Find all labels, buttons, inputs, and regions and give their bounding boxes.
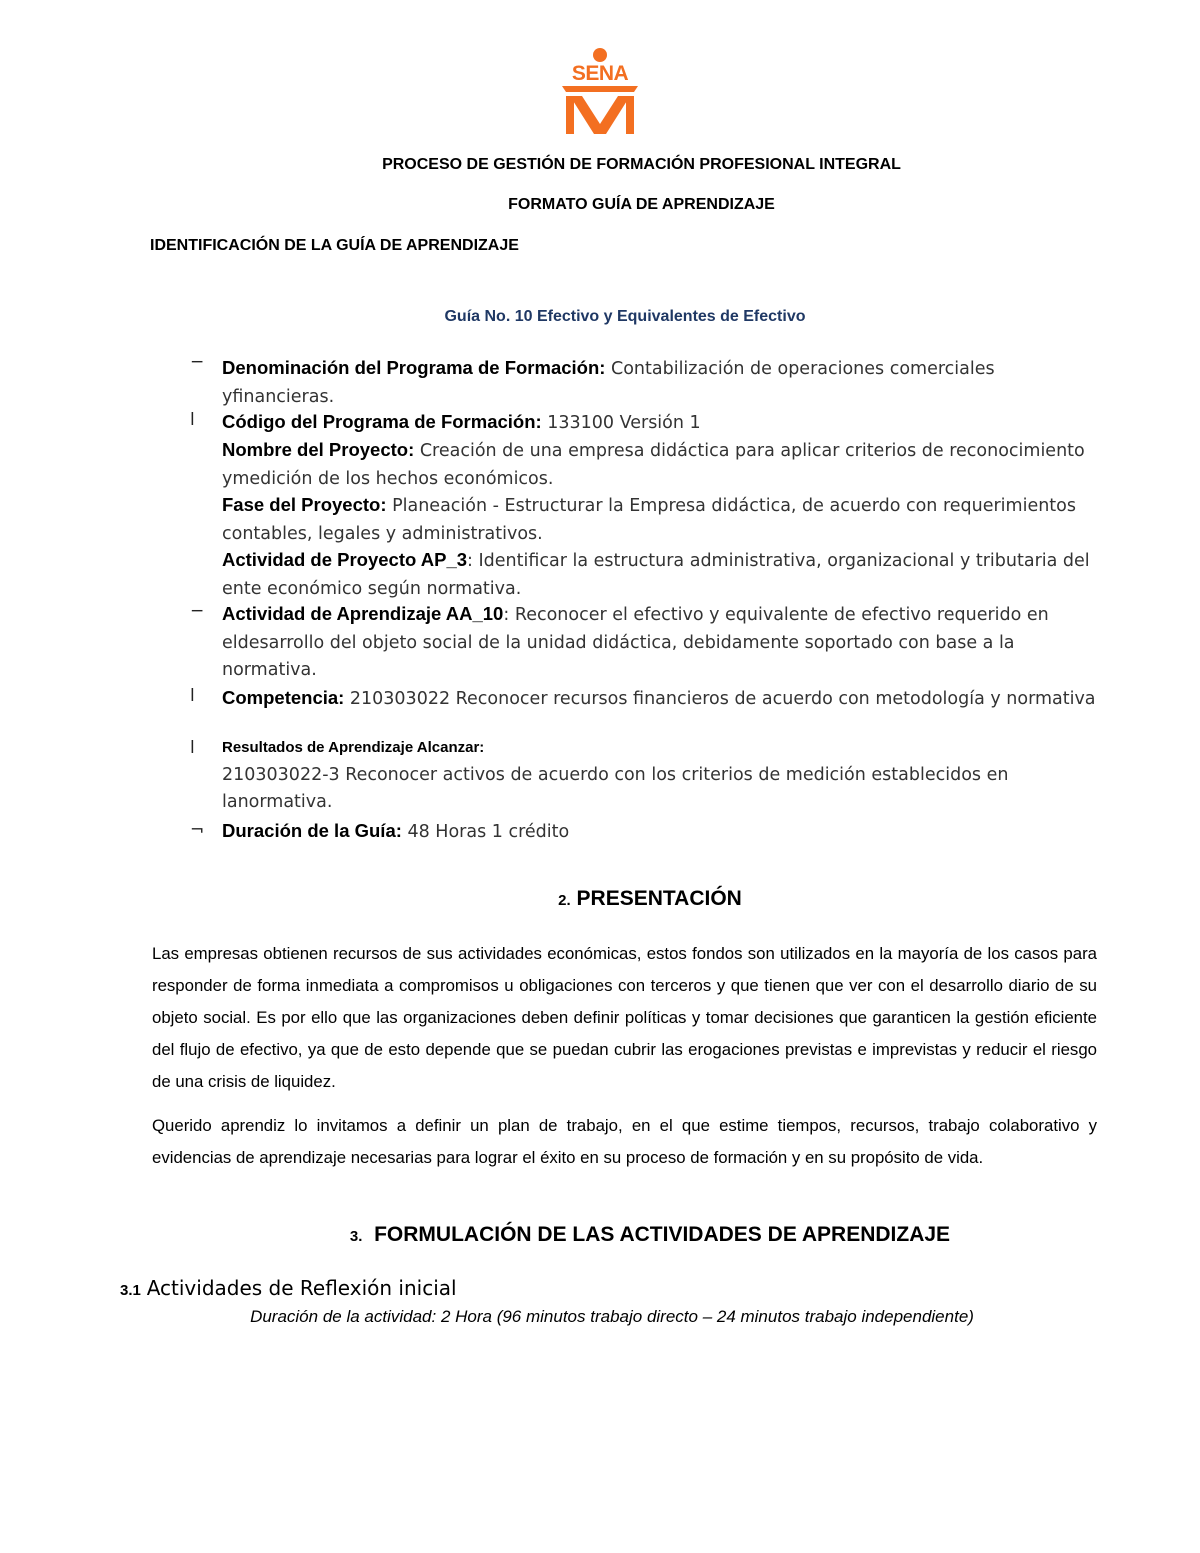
item-value: Creación de una empresa didáctica para aplicar criterios de reconocimiento ymedición de los hechos económicos. [222, 441, 1085, 489]
item-value: 210303022 Reconocer recursos financieros de acuerdo con metodología y normativa [344, 689, 1096, 709]
info-item-project-activity [222, 546, 1102, 603]
subsection-title: Actividades de Reflexión inicial [146, 1276, 457, 1300]
section-title: FORMULACIÓN DE LAS ACTIVIDADES DE APRENDIZAJE [374, 1223, 951, 1246]
bullet-marker: − [190, 601, 205, 621]
bullet-marker: l [190, 686, 195, 706]
formulation-heading [0, 1223, 1200, 1247]
info-item-project-phase [222, 491, 1102, 548]
info-item-project-name [222, 436, 1102, 493]
section-title: PRESENTACIÓN [576, 887, 742, 910]
item-label: Actividad de Proyecto AP_3 [222, 549, 468, 570]
guide-title: Guía No. 10 Efectivo y Equivalentes de Efectivo [444, 308, 806, 325]
process-title: PROCESO DE GESTIÓN DE FORMACIÓN PROFESIONAL INTEGRAL [382, 156, 901, 173]
item-label: Competencia: [222, 687, 345, 708]
presentation-paragraph: Las empresas obtienen recursos de sus actividades económicas, estos fondos son utilizados en la mayoría de los casos para responder de forma inmediata a compromisos u obligaciones con terceros y que tienen que ver con el desarrollo diario de su objeto social. Es por ello que las organizaciones deben definir políticas y tomar decisiones que garanticen la gestión eficiente del flujo de efectivo, ya que de esto depende que se puedan cubrir las erogaciones previstas e imprevistas y reducir el riesgo de una crisis de liquidez. [152, 944, 1097, 1091]
item-value: : Reconocer el efectivo y equivalente de efectivo requerido en eldesarrollo del objeto social de la unidad didáctica, debidamente soportado con base a la normativa. [222, 605, 1049, 680]
subsection-number: 3.1 [120, 1282, 141, 1299]
item-label: Actividad de Aprendizaje AA_10 [222, 603, 504, 624]
item-value: 48 Horas 1 crédito [401, 822, 570, 842]
item-label: Código del Programa de Formación: [222, 411, 542, 432]
format-title: FORMATO GUÍA DE APRENDIZAJE [508, 196, 775, 213]
presentation-heading [0, 887, 1200, 911]
activity-duration: Duración de la actividad: 2 Hora (96 minutos trabajo directo – 24 minutos trabajo independiente) [250, 1307, 974, 1326]
item-value: Contabilización de operaciones comerciales yfinancieras. [222, 359, 995, 407]
identification-heading: IDENTIFICACIÓN DE LA GUÍA DE APRENDIZAJE [150, 237, 519, 254]
bullet-marker: l [190, 738, 195, 758]
section-number: 3. [349, 1228, 363, 1245]
bullet-marker: − [190, 352, 205, 372]
info-item-learning-activity [222, 600, 1102, 685]
info-item-program-name [222, 354, 1102, 411]
item-label: Resultados de Aprendizaje Alcanzar: [222, 739, 485, 756]
item-value: 133100 Versión 1 [541, 413, 701, 433]
item-value: 210303022-3 Reconocer activos de acuerdo con los criterios de medición establecidos en lanormativa. [222, 764, 1009, 812]
item-label: Denominación del Programa de Formación: [222, 357, 606, 378]
info-item-guide-duration [222, 817, 1102, 847]
item-label: Fase del Proyecto: [222, 494, 387, 515]
section-number: 2. [558, 892, 571, 909]
bullet-marker: ¬ [190, 820, 205, 840]
item-value: Planeación - Estructurar la Empresa didáctica, de acuerdo con requerimientos contables, legales y administrativos. [222, 496, 1076, 544]
item-label: Duración de la Guía: [222, 820, 402, 841]
bullet-marker: l [190, 410, 195, 430]
info-item-learning-results [222, 734, 1102, 817]
item-label: Nombre del Proyecto: [222, 439, 415, 460]
presentation-paragraph: Querido aprendiz lo invitamos a definir un plan de trabajo, en el que estime tiempos, recursos, trabajo colaborativo y evidencias de aprendizaje necesarias para lograr el éxito en su proceso de formación y en su propósito de vida. [152, 1116, 1097, 1167]
info-item-competence [222, 684, 1102, 714]
info-item-program-code [222, 408, 1102, 438]
logo-text: SENA [571, 62, 629, 85]
item-value: : Identificar la estructura administrativa, organizacional y tributaria del ente económico según normativa. [222, 551, 1090, 599]
subsection-heading [120, 1276, 457, 1301]
